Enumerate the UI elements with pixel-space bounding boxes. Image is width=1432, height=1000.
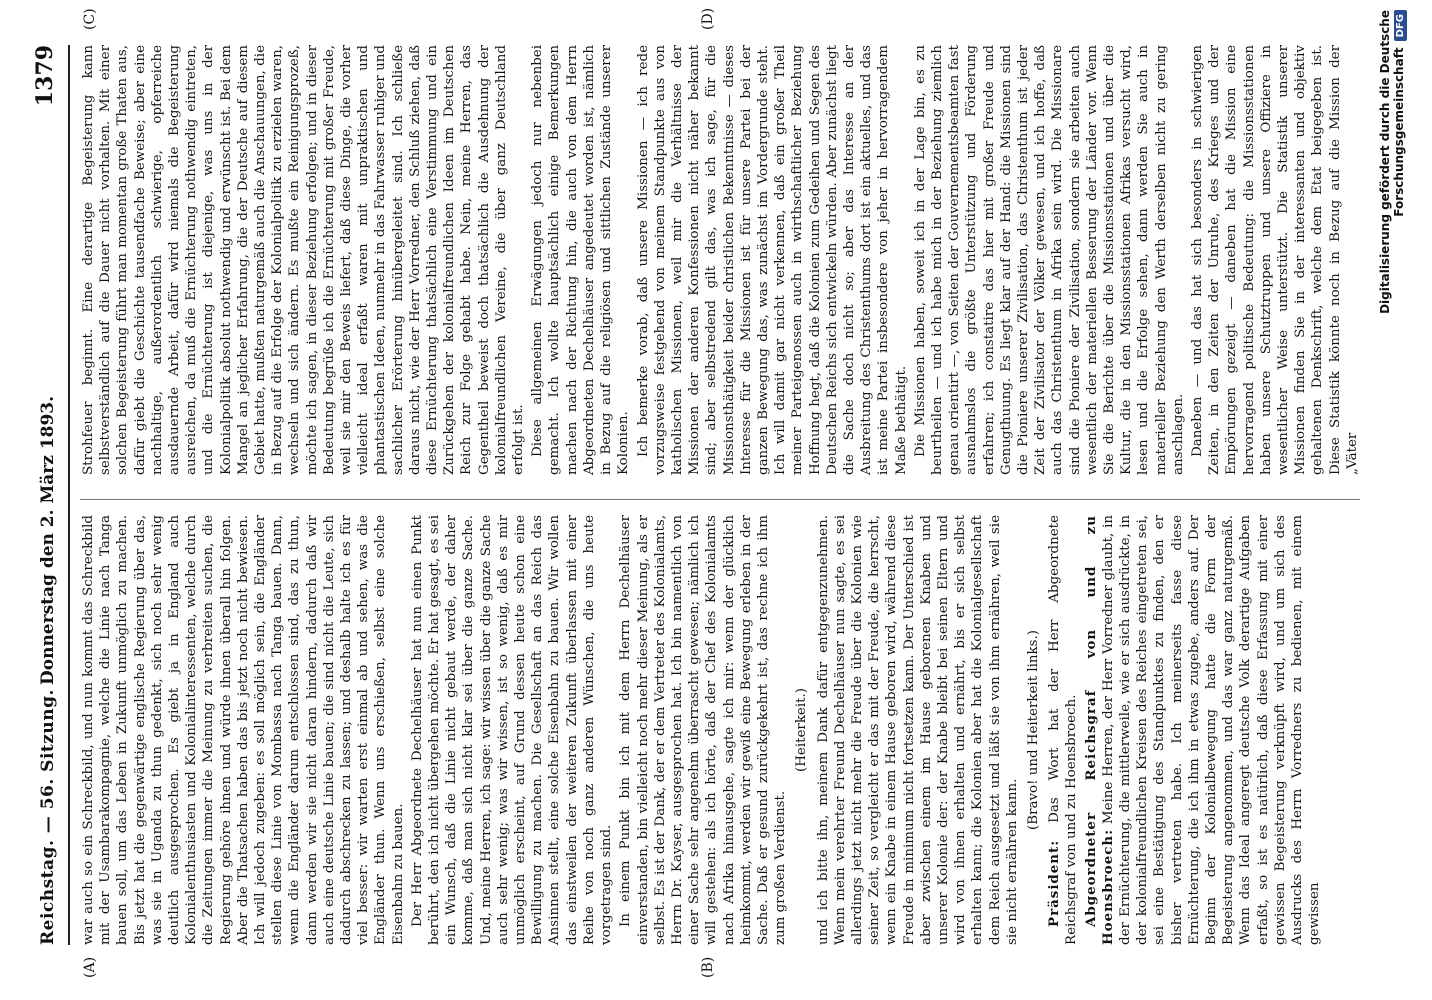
paragraph: Der Herr Abgeordnete Dechelhäuser hat nun einen Punkt berührt, den ich nicht übergehen möchte. Er hat gesagt, es sei ein Wunsch, daß die Linie nicht gebaut werde, der daher komme, daß man sich nicht klar sei über die ganze Sache. Und, meine Herren, ich sage: wir wissen über die ganze Sache auch sehr wenig; was wir wissen, ist so wenig, daß es mir unmöglich erscheint, auf Grund dessen heute schon eine Bewilligung zu machen. Die Gesellschaft an das Reich das Ansinnen stellt, eine solche Eisenbahn zu bauen. Wir wollen das einstweilen der weiteren Zukunft überlassen mit einer Reihe von noch ganz anderen Wünschen, die uns heute vorgetragen sind. bbox=[409, 515, 615, 945]
margin-marker-b: (B) bbox=[700, 956, 716, 978]
interjection: (Bravo! und Heiterkeit links.) bbox=[1025, 630, 1041, 830]
paragraph: Daneben — und das hat sich besonders in schwierigen Zeiten, in den Zeiten der Unruhe, des Krieges und der Empörungen gezeigt — daneben hat die Mission eine hervorragend politische Bedeutung: die Missionsstationen haben unsere Schutztruppen und unsere Offiziere in wesentlicher Weise unterstützt. Die Statistik unserer Missionen finden Sie in der interessanten und objektiv gehaltenen Denkschrift, welche dem Etat beigegeben ist. Diese Statistik könnte noch in Bezug auf die Mission der „Väter bbox=[1190, 45, 1360, 475]
margin-marker-c: (C) bbox=[82, 8, 98, 30]
margin-marker-d: (D) bbox=[700, 7, 716, 30]
paragraph: und ich bitte ihn, meinem Dank dafür entgegenzunehmen. Wenn mein verehrter Freund Dechelhäuser nun sagte, es sei allerdings jetzt nicht mehr die Freude über die Kolonien wie seiner Zeit, so vergleicht er das mit der Freude, die herrscht, wenn ein Knabe in einem Hause geboren wird, während diese Freude in minimum nicht fortsetzen kann. Der Unterschied ist aber zwischen einem im Hause geborenen Knaben und unserer Kolonie der: der Knabe bleibt bei seinen Eltern und wird von ihnen erhalten und ernährt, bis er sich selbst erhalten kann; die Kolonien aber hat die Kolonialgesellschaft dem Reich ausgesetzt und läßt sie von ihm ernähren, weil sie sie nicht ernähren kann. bbox=[815, 515, 1020, 945]
paragraph: In einem Punkt bin ich mit dem Herrn Dechelhäuser einverstanden, bin vielleicht noch mehr dieser Meinung, als er selbst. Es ist der Dank, der er dem Vertreter des Kolonialamts, Herrn Dr. Kayser, ausgesprochen hat. Ich bin namentlich von einer Sache sehr angenehm überrascht gewesen; nämlich ich will gestehen: als ich hörte, daß der Chef des Kolonialamts nach Afrika hinausgehe, sagte ich mir: wenn der glücklich heimkommt, werden wir gewiß eine Bewegung erleben in der Sache. Daß er gesund zurückgekehrt ist, das rechne ich ihm zum großen Verdienst. bbox=[618, 515, 789, 945]
page-number: 1379 bbox=[32, 45, 58, 107]
paragraph-text: Das Wort hat der Herr Abgeordnete Reichsgraf von und zu Hoensbroech. bbox=[1047, 515, 1080, 945]
paragraph: war auch so ein Schreckbild, und nun kommt das Schreckbild mit der Usambarakompagnie, welche die Linie nach Tanga bauen soll, um das Leben in Zukunft unmöglich zu machen. Bis jetzt hat die gegenwärtige englische Regierung über das, was sie in Uganda zu thun gedenkt, sich noch sehr wenig deutlich ausgesprochen. Es giebt ja in England auch Kolonialenthusiasten und Kolonialinteressenten, welche durch die Zeitungen immer die Meinung zu verbreiten suchen, die Regierung gehöre ihnen und würde ihnen überall hin folgen. Aber die Thatsachen haben das bis jetzt noch nicht bewiesen. Ich will jedoch zugeben: es soll möglich sein, die Engländer stellen diese Linie von Mombassa nach Tanga bauen. Dann, wenn die Engländer darum entschlossen sind, das zu thun, dann werden wir sie nicht daran hindern, dadurch daß wir auch eine deutsche Linie bauen; die sind nicht die Leute, sich dadurch abschrecken zu lassen; und deshalb halte ich es für viel besser: wir warten erst einmal ab und sehen, was die Engländer thun. Wenn uns erschießen, selbst eine solche Eisenbahn zu bauen. bbox=[81, 515, 406, 945]
speaker-label: Präsident: bbox=[1046, 839, 1063, 927]
column-divider bbox=[80, 499, 1360, 500]
header-title: Reichstag. — 56. Sitzung. bbox=[38, 689, 58, 945]
dfg-logo: DFG bbox=[1394, 10, 1407, 41]
header-date: Donnerstag den 2. März 1893. bbox=[38, 395, 58, 685]
header-rule bbox=[68, 45, 70, 945]
paragraph: Ich bemerke vorab, daß unsere Missionen — ich rede vorzugsweise festgehend von meinem Standpunkte aus von katholischen Missionen, weil mir die Verhältnisse der Missionen der anderen Konfessionen nicht näher bekannt sind; aber selbstredend gilt das, was ich sage, für die Missionsthätigkeit beider christlichen Bekenntnisse — dieses Interesse für die Missionen ist für unsere Partei bei der ganzen Bewegung das, was zunächst im Vordergrunde steht. Ich will damit gar nicht verkennen, daß ein großer Theil meiner Parteigenossen auch in wirthschaftlicher Beziehung Hoffnung hegt, daß die Kolonien zum Gedeihen und Segen des Deutschen Reichs sich entwickeln würden. Aber zunächst liegt die Sache doch nicht so; aber das Interesse an der Ausbreitung des Christenthums dort ist ein aktuelles, und das ist meine Partei insbesondere von jeher in hervorragendem Maße bethätigt. bbox=[635, 45, 909, 475]
digitization-credit bbox=[1378, 10, 1407, 480]
paragraph: Die Missionen haben, soweit ich in der Lage bin, es zu beurtheilen — und ich habe mich in der Beziehung ziemlich genau orientirt —, von Seiten der Gouvernementsbeamten fast ausnahmslos die größte Unterstützung und Förderung erfahren; ich constatire das hier mit großer Freude und Genugthuung. Es liegt klar auf der Hand: die Missionen sind die Pioniere unserer Zivilisation, das Christenthum ist jeder Zeit der Zivilisator der Völker gewesen, und ich hoffe, daß auch das Christenthum in Afrika sein wird. Die Missionare sind die Pioniere der Zivilisation, sondern sie arbeiten auch wesentlich der materiellen Besserung der Länder vor. Wenn Sie die Berichte über die Missionsstationen und über die Kultur, die in den Missionsstationen Afrikas versucht wird, lesen und die Erfolge sehen, dann werden Sie auch in materieller Beziehung den Werth derselben nicht zu gering anschlagen. bbox=[912, 45, 1186, 475]
speaker-label: Abgeordneter Reichsgraf von und zu Hoensbroech: bbox=[1082, 515, 1116, 945]
credit-text: Digitalisierung gefördert durch die Deutsche Forschungsgemeinschaft bbox=[1378, 10, 1406, 314]
paragraph-text: Meine Herren, der Herr Vorredner glaubt, in der Ernüchterung, die mittlerweile, wie er sich ausdrückte, in der kolonialfreundlichen Kreisen des Reiches eingetreten sei, sei eine Bestätigung des Standpunktes zu finden, den er bisher vertreten habe. Ich meinerseits fasse diese Ernüchterung, die ich ihm in etwas zugebe, anders auf. Der Beginn der Kolonialbewegung hatte die Form der Begeisterung angenommen, und das war ganz naturgemäß. Wenn das Ideal angeregt deutsche Volk derartige Aufgaben erfaßt, so ist es natürlich, daß diese Erfassung mit einer gewissen Begeisterung verknüpft wird, und um sich des Ausdrucks des Herrn Vorredners zu bedienen, mit einem gewissen bbox=[1100, 515, 1323, 945]
right-column bbox=[80, 45, 1360, 475]
paragraph: Diese allgemeinen Erwägungen jedoch nur nebenbei gemacht. Ich wollte hauptsächlich einige Bemerkungen machen nach der Richtung hin, die auch von dem Herrn Abgeordneten Dechelhäuser angedeutet worden ist, nämlich in Bezug auf die religiösen und sittlichen Zustände unserer Kolonien. bbox=[530, 45, 632, 475]
speaker-paragraph bbox=[1046, 515, 1080, 945]
speaker-paragraph bbox=[1083, 515, 1324, 945]
page-header bbox=[32, 45, 68, 945]
interjection: (Heiterkeit.) bbox=[794, 688, 810, 772]
left-column bbox=[80, 515, 1370, 945]
paragraph: Strohfeuer beginnt. Eine derartige Begeisterung kann selbstverständlich auf die Dauer nicht vorhalten. Mit einer solchen Begeisterung führt man momentan große Thaten aus, dafür giebt die Geschichte tausendfache Beweise; aber eine nachhaltige, außerordentlich schwierige, opferreiche ausdauernde Arbeit, dafür wird niemals die Begeisterung ausreichen, da muß die Ernüchterung nothwendig eintreten, und die Ernüchterung ist diejenige, was uns in der Kolonialpolitik absolut nothwendig und erwünscht ist. Bei dem Mangel an jeglicher Erfahrung, die der Deutsche auf diesem Gebiet hatte, mußten naturgemäß auch die Anschauungen, die in Bezug auf die Erfolge der Kolonialpolitik zu erzielen waren, wechseln und sich ändern. Es mußte ein Reinigungsprozeß, möchte ich sagen, in dieser Beziehung erfolgen; und in dieser Bedeutung begrüße ich die Ernüchterung mit großer Freude, weil sie mir den Beweis liefert, daß diese Dinge, die vorher vielleicht ideal erfaßt waren mit unpraktischen und phantastischen Ideen, nunmehr in das Fahrwasser ruhiger und sachlicher Erörterung hinübergeleitet sind. Ich schließe daraus nicht, wie der Herr Vorredner, den Schluß ziehen, daß diese Ernüchterung thatsächlich eine Verstimmung und ein Zurückgehen der kolonialfreundlichen Ideen im Deutschen Reich zur Folge gehabt habe. Nein, meine Herren, das Gegentheil beweist doch thatsächlich die Ausdehnung der kolonialfreundlichen Vereine, die über ganz Deutschland erfolgt ist. bbox=[81, 45, 527, 475]
margin-marker-a: (A) bbox=[82, 956, 98, 978]
